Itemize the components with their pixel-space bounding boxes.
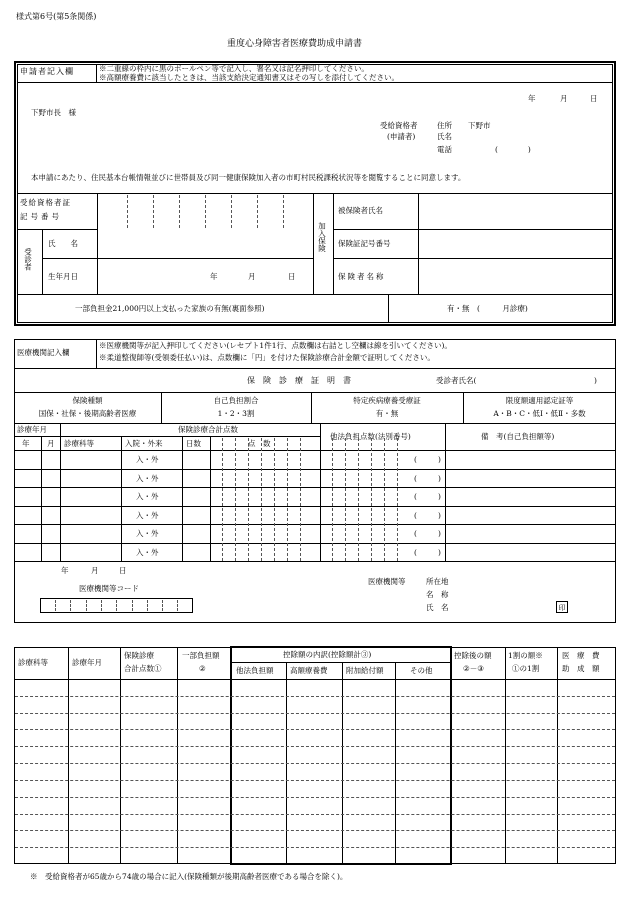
patient-name-close: ) (594, 376, 597, 385)
total-points-label: 保険診療合計点数 (178, 425, 238, 434)
insured-name-label: 被保険者氏名 (338, 206, 383, 215)
digit-divider (332, 438, 333, 561)
points-label: 点 数 (248, 439, 271, 448)
addressee: 下野市長 様 (31, 108, 76, 117)
footnote: ※ 受給資格者が65歳から74歳の場合に記入(保険種類が後期高齢者医療である場合を除く)。 (30, 872, 348, 881)
certificate-title: 保 険 診 療 証 明 書 (247, 376, 351, 385)
phone-label: 電話 (437, 145, 452, 154)
calc-table-row[interactable] (15, 763, 615, 764)
calc-header-subsidy-2: 助 成 額 (562, 664, 600, 673)
footer-day-label: 日 (119, 566, 127, 575)
phone-parens: ( ) (495, 145, 531, 154)
digit-divider (261, 438, 262, 561)
in-out-label: 入院・外来 (125, 439, 163, 448)
digit-divider (287, 438, 288, 561)
insurance-label: 加入保険 (317, 222, 327, 252)
cert-number-label-1: 受給資格者証 (20, 198, 71, 207)
copay-rate-options: 1・2・3割 (217, 409, 255, 418)
year-label: 年 (22, 439, 30, 448)
calc-header-ten-percent-1: 1割の額※ (508, 651, 543, 660)
law-number-paren-open: ( (414, 473, 417, 483)
date-month-label: 月 (560, 94, 568, 103)
digit-divider (345, 438, 346, 561)
birthdate-field-label: 生年月日 (48, 272, 78, 281)
calc-table-row[interactable] (15, 729, 615, 730)
digit-divider (371, 438, 372, 561)
row-divider (14, 543, 616, 544)
address-label: 住所 (437, 121, 452, 130)
calc-header-treatment-ym: 診療年月 (72, 658, 102, 667)
calc-table-row[interactable] (15, 713, 615, 714)
treatment-ym-label: 診療年月 (17, 425, 47, 434)
law-number-paren-open: ( (414, 529, 417, 538)
row-divider (14, 524, 616, 525)
cert-number-label-2: 記号番号 (20, 212, 62, 221)
applicant-section-label: 申請者記入欄 (20, 67, 74, 76)
family-question: 一部負担金21,000円以上支払った家族の有無(裏面参照) (75, 304, 265, 313)
law-number-paren-close: ) (438, 529, 441, 538)
digit-divider (384, 438, 385, 561)
person-name-label: 氏 名 (426, 603, 449, 612)
month-label: 月 (47, 439, 55, 448)
form-title: 重度心身障害者医療費助成申請書 (227, 39, 363, 49)
birth-month-label: 月 (248, 272, 256, 281)
law-number-paren-close: ) (438, 547, 441, 557)
in-out-option[interactable]: 入・外 (136, 510, 159, 520)
name-field-label: 氏 名 (48, 239, 78, 248)
other-law-label: 他法負担点数(法別番号) (330, 432, 411, 441)
location-label: 所在地 (426, 577, 449, 586)
law-number-paren-close: ) (438, 473, 441, 483)
calc-header-deduction-additional: 附加給付額 (346, 666, 384, 675)
specific-disease-label: 特定疾病療養受療証 (353, 396, 421, 405)
in-out-option[interactable]: 入・外 (136, 492, 159, 501)
law-number-paren-open: ( (414, 492, 417, 501)
footer-year-label: 年 (61, 566, 69, 575)
medical-note-1: ※医療機関等が記入押印してください(レセプト1件1行、点数欄は右詰とし空欄は線を引いてください)。 (99, 341, 452, 350)
law-number-paren-close: ) (438, 455, 441, 464)
digit-divider (274, 438, 275, 561)
name-label: 氏名 (437, 132, 452, 141)
form-number: 様式第6号(第5条関係) (16, 12, 97, 21)
insurance-type-options: 国保・社保・後期高齢者医療 (38, 409, 137, 418)
limit-cert-options: A・B・C・低Ⅰ・低Ⅱ・多数 (493, 409, 586, 418)
patient-name-label: 受診者氏名( (436, 376, 477, 385)
insurance-card-label: 保険証記号番号 (338, 239, 391, 248)
calc-header-after-deduction-1: 控除後の額 (454, 651, 492, 660)
institution-code-label: 医療機関等コード (79, 584, 139, 593)
calc-table-row[interactable] (15, 696, 615, 697)
in-out-option[interactable]: 入・外 (136, 529, 159, 538)
calc-header-insurance-points-1: 保険診療 (124, 651, 154, 660)
medical-note-2: ※柔道整復師等(受領委任払い)は、点数欄に「円」を付けた保険診療合計金額で証明してください。 (99, 353, 435, 362)
days-label: 日数 (186, 439, 201, 448)
patient-label: 受診者 (23, 248, 33, 271)
law-number-paren-close: ) (438, 510, 441, 520)
institution-label: 医療機関等 (368, 577, 406, 586)
applicant-paren: (申請者) (387, 132, 416, 141)
calc-table-row[interactable] (15, 797, 615, 798)
copay-rate-label: 自己負担割合 (213, 396, 259, 405)
applicant-note-2: ※高額療養費に該当したときは、当該支給決定通知書又はその写しを添付してください。 (99, 73, 399, 82)
applicant-note-1: ※二重線の枠内に黒のボールペン等で記入し、署名又は記名押印してください。 (99, 64, 369, 73)
remarks-label: 備 考(自己負担額等) (481, 432, 555, 441)
qualifier-label: 受給資格者 (380, 121, 418, 130)
law-number-paren-close: ) (438, 492, 441, 501)
insurer-name-label: 保険者名称 (338, 272, 386, 281)
row-divider (14, 469, 616, 470)
date-year-label: 年 (528, 94, 536, 103)
law-number-paren-open: ( (414, 455, 417, 464)
calc-table-row[interactable] (15, 847, 615, 848)
birth-day-label: 日 (288, 272, 296, 281)
digit-divider (235, 438, 236, 561)
address-value: 下野市 (468, 121, 491, 130)
limit-cert-label: 限度額適用認定証等 (505, 396, 574, 405)
calc-header-insurance-points-2: 合計点数① (124, 664, 162, 673)
calc-table-row[interactable] (15, 814, 615, 815)
calc-header-copay-2: ② (199, 664, 206, 673)
calc-table-row[interactable] (15, 830, 615, 831)
row-divider (14, 506, 616, 507)
digit-divider (397, 438, 398, 561)
calc-header-deduction-title: 控除額の内訳(控除額計③) (283, 650, 372, 659)
in-out-option[interactable]: 入・外 (136, 473, 159, 483)
calc-table-row[interactable] (15, 746, 615, 747)
in-out-option[interactable]: 入・外 (136, 547, 159, 557)
digit-divider (358, 438, 359, 561)
specific-disease-options: 有・無 (375, 409, 399, 418)
calc-table-row[interactable] (15, 780, 615, 781)
deduction-frame (230, 646, 452, 865)
digit-divider (300, 438, 301, 561)
consent-text: 本申請にあたり、住民基本台帳情報並びに世帯員及び同一健康保険加入者の市町村民税課税状況等を閲覧することに同意します。 (31, 173, 466, 182)
in-out-option[interactable]: 入・外 (136, 455, 159, 464)
calc-header-deduction-high-cost: 高額療養費 (290, 666, 328, 675)
law-number-paren-open: ( (414, 510, 417, 520)
digit-divider (222, 438, 223, 561)
date-day-label: 日 (590, 94, 598, 103)
family-answer: 有・無 ( 月診療) (447, 304, 528, 313)
seal-mark: 印 (556, 601, 568, 613)
calc-header-ten-percent-2: ①の1割 (512, 664, 540, 673)
calc-header-department: 診療科等 (18, 658, 48, 667)
calc-header-copay-1: 一部負担額 (182, 651, 220, 660)
calc-header-subsidy-1: 医 療 費 (562, 651, 600, 660)
insurance-type-label: 保険種類 (72, 396, 103, 405)
footer-month-label: 月 (91, 566, 99, 575)
company-name-label: 名 称 (426, 590, 449, 599)
birth-year-label: 年 (210, 272, 218, 281)
row-divider (14, 561, 616, 562)
department-label: 診療科等 (64, 439, 94, 448)
medical-section-label: 医療機関記入欄 (17, 348, 70, 357)
row-divider (14, 487, 616, 488)
calc-header-after-deduction-2: ②－③ (463, 664, 484, 673)
calc-header-deduction-other: その他 (410, 666, 433, 675)
law-number-paren-open: ( (414, 547, 417, 557)
digit-divider (248, 438, 249, 561)
calc-header-deduction-other-law: 他法負担額 (236, 666, 274, 675)
